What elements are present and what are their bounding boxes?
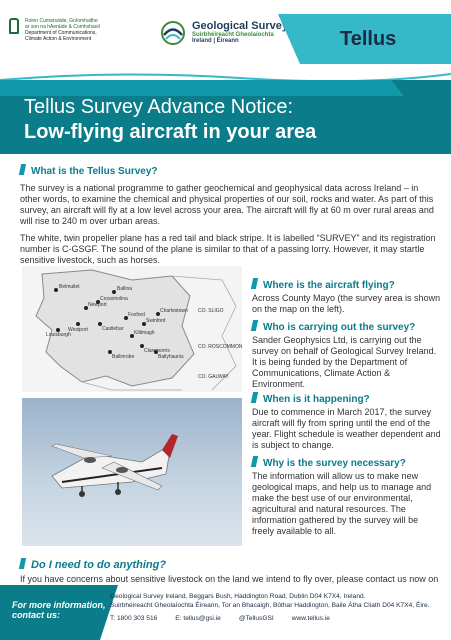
gsi-title: Geological Survey bbox=[192, 20, 288, 32]
section-where bbox=[252, 278, 442, 315]
survey-aircraft-photo bbox=[22, 398, 242, 546]
map-town: Louisburgh bbox=[46, 332, 71, 338]
where-text: Across County Mayo (the survey area is shown on the map on the left). bbox=[252, 293, 441, 314]
map-county-label: CO. GALWAY bbox=[198, 374, 229, 380]
map-town: Ballina bbox=[117, 286, 133, 292]
map-town: Foxford bbox=[128, 312, 145, 318]
why-text: The information will allow us to make new geological maps, and help us to manage and make the best use of our environmental, agricultural and natural resources. The information gathered by the survey will be freely available to all. bbox=[252, 471, 432, 536]
section-when bbox=[252, 392, 442, 451]
map-town: Ballyhaunis bbox=[158, 354, 184, 360]
phone-number: T: 1800 303 516 bbox=[110, 615, 158, 622]
gov-line: Department of Communications, bbox=[25, 30, 97, 36]
what-heading: What is the Tellus Survey? bbox=[31, 166, 158, 177]
tellus-label: Tellus bbox=[340, 28, 397, 50]
section-marker-icon bbox=[19, 558, 26, 569]
map-county-label: CO. SLIGO bbox=[198, 308, 224, 314]
title-line-1: Tellus Survey Advance Notice: bbox=[24, 96, 294, 118]
who-text: Sander Geophysics Ltd, is carrying out the survey on behalf of Geological Survey Ireland. It is being funded by the Department of Communications, Climate Action & Environment. bbox=[252, 335, 437, 389]
harp-icon bbox=[9, 18, 19, 34]
section-marker-icon bbox=[251, 456, 258, 467]
twitter-link[interactable]: @TellusGSI bbox=[238, 615, 274, 622]
section-marker-icon bbox=[251, 320, 258, 331]
what-paragraph-1: The survey is a national programme to gather geochemical and geophysical data across Ireland – in other words, to examine the chemical and physical properties of our soil, rocks and water. As part of this survey, an aircraft will fly at a low level across your area. The aircraft will fly at 60 m over rural areas and will rise to 240 m over urban areas. bbox=[20, 183, 434, 226]
section-marker-icon bbox=[251, 278, 258, 289]
map-town: Swinford bbox=[146, 318, 166, 324]
address-irish: Suirbhéireacht Gheolaíochta Éireann, Tor an Bhacaigh, Bóthar Haddington, Baile Átha Cliath D04 K7X4, Éire. bbox=[110, 602, 430, 609]
section-who bbox=[252, 320, 442, 390]
map-town: Claremorris bbox=[144, 348, 170, 354]
section-what bbox=[20, 164, 438, 266]
footer-contacts bbox=[110, 615, 330, 622]
survey-area-map bbox=[22, 266, 242, 392]
where-heading: Where is the aircraft flying? bbox=[263, 280, 395, 291]
section-marker-icon bbox=[19, 164, 26, 175]
need-text: If you have concerns about sensitive livestock on the land we intend to fly over, please contact us now on bbox=[20, 574, 439, 584]
footer-contact-label: For more information, contact us: bbox=[12, 600, 106, 620]
gsi-sub: Ireland | Éireann bbox=[192, 38, 239, 44]
address-english: Geological Survey Ireland, Beggars Bush, Haddington Road, Dublin D04 K7X4, Ireland. bbox=[110, 593, 366, 600]
header bbox=[0, 0, 451, 78]
gsi-emblem-icon bbox=[160, 20, 186, 46]
tellus-badge bbox=[300, 14, 451, 64]
gsi-irish: Suirbhéireacht Gheolaíochta bbox=[192, 32, 274, 38]
gsi-logo bbox=[160, 20, 288, 46]
map-town: Ballinrobe bbox=[112, 354, 135, 360]
title-line-2: Low-flying aircraft in your area bbox=[24, 121, 317, 143]
map-town: Crossmolina bbox=[100, 296, 128, 302]
gov-line: Climate Action & Environment bbox=[25, 36, 92, 42]
government-logo bbox=[9, 18, 100, 42]
website-link[interactable]: www.tellus.ie bbox=[291, 615, 330, 622]
gov-line: ar son na hAeráide & Comhshaoil bbox=[25, 24, 100, 30]
section-why bbox=[252, 456, 442, 537]
map-town: Kiltimagh bbox=[134, 330, 155, 336]
map-town: Castlebar bbox=[102, 326, 124, 332]
map-county-label: CO. ROSCOMMON bbox=[198, 344, 242, 350]
map-town: Newport bbox=[88, 302, 107, 308]
gov-line: Roinn Cumarsáide, Gníomhaithe bbox=[25, 18, 98, 24]
footer-address bbox=[110, 592, 430, 610]
need-heading: Do I need to do anything? bbox=[31, 559, 167, 571]
when-text: Due to commence in March 2017, the survey aircraft will fly from spring until the end of the year. Flight schedule is weather dependent and is subject to change. bbox=[252, 407, 441, 450]
map-town: Belmullet bbox=[59, 284, 80, 290]
email-link[interactable]: E: tellus@gsi.ie bbox=[175, 615, 221, 622]
when-heading: When is it happening? bbox=[263, 394, 370, 405]
section-marker-icon bbox=[251, 392, 258, 403]
map-town: Charlestown bbox=[160, 308, 188, 314]
why-heading: Why is the survey necessary? bbox=[263, 458, 406, 469]
title-banner-corner bbox=[391, 80, 451, 154]
map-town: Westport bbox=[68, 327, 88, 333]
what-paragraph-2: The white, twin propeller plane has a red tail and black stripe. It is labelled “SURVEY” and its registration number is C-GSGF. The sound of the plane is similar to that of a passing lorry. However, it may startle sensitive livestock, such as horses. bbox=[20, 233, 436, 265]
who-heading: Who is carrying out the survey? bbox=[263, 322, 416, 333]
